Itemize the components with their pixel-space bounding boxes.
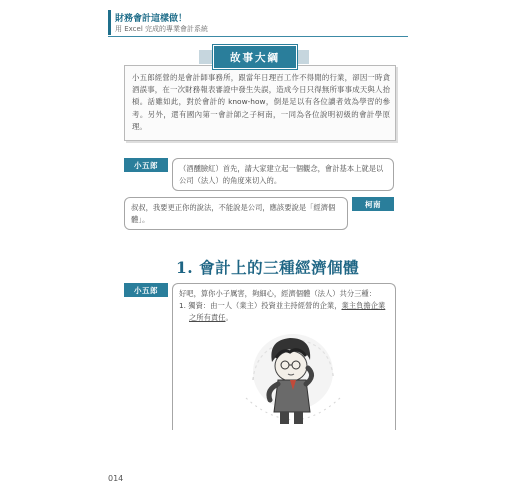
book-subtitle: 用 Excel 完成的專業會計系統 [115,25,208,33]
item-text: 1. 獨資：由一人（業主）投資並主持經營的企業， [179,300,342,310]
story-banner [199,45,309,69]
speaker-tag-conan: 柯南 [352,197,394,211]
header-rule [108,36,408,37]
item-underlined-text: 業主負擔企業之所有責任 [189,300,386,322]
character-illustration [238,328,348,426]
list-item [179,300,389,324]
item-end: 。 [225,312,233,322]
section-title: 1. 會計上的三種經濟個體 [176,258,360,277]
dialogue-bubble-1: （酒醺臉紅）首先，請大家建立起一個觀念，會計基本上就是以公司（法人）的角度來切入的。 [172,158,394,191]
dialogue-bubble-2: 叔叔，我要更正你的說法，不能說是公司，應該要說是「經濟個體」。 [124,197,348,230]
series-title: 財務會計這樣做！ [115,14,188,24]
dialogue-intro: 好吧，算你小子厲害，夠細心，經濟個體（法人）共分三種： [179,289,377,298]
banner-label: 故事大綱 [213,45,297,69]
speaker-tag-kogoro-2: 小五郎 [124,283,168,297]
story-summary-text: 小五郎經營的是會計師事務所，跟當年日理百工作不得閒的行業，卻因一時貪酒誤事，在一次財務報表審證中發生失誤，造成今日只得無所事事成天與人抬槓。話雖如此，對於會計的 know-how，倒是足以有各位讀者效為學習的參考。另外，還有國內第一會計師之子柯南，一同為各位說明初級的會計學原理。 [132,73,390,131]
speaker-tag-kogoro: 小五郎 [124,158,168,172]
header-accent-bar [108,10,111,35]
page-number: 014 [108,474,124,483]
